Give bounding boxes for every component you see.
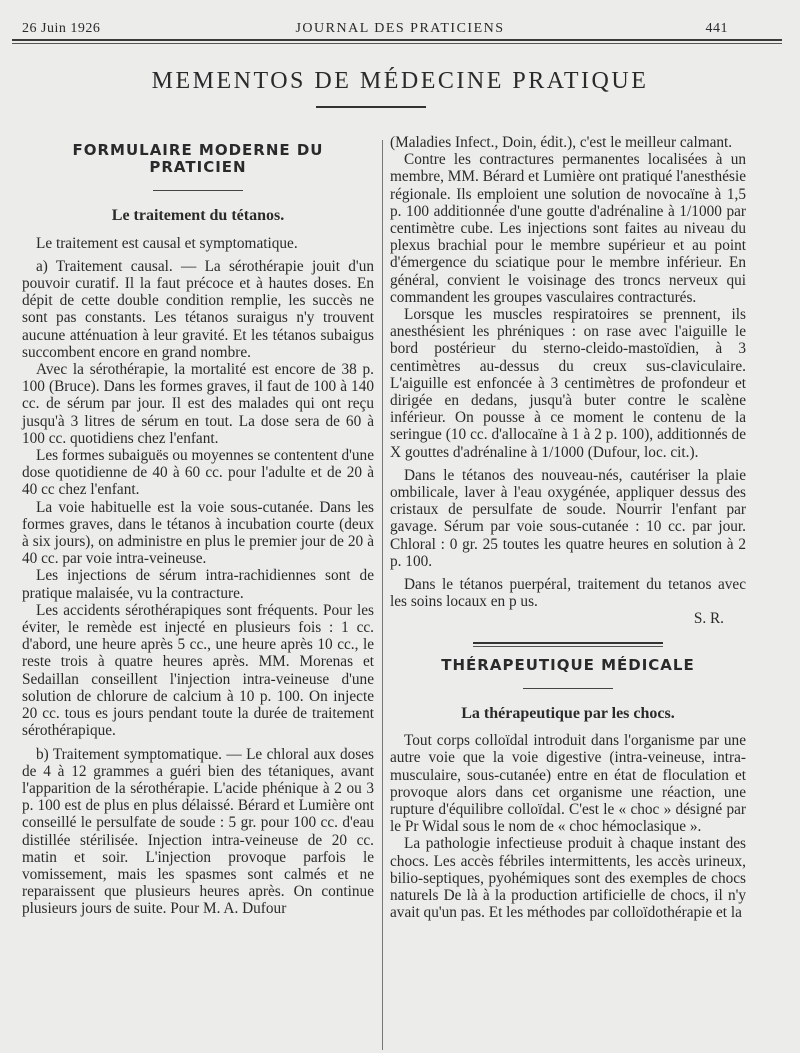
header-journal-title: JOURNAL DES PRATICIENS	[295, 21, 505, 36]
paragraph: Contre les contractures permanentes localisées à un membre, MM. Bérard et Lumière ont pratiqué l'anesthésie régionale. Ils emploient une solution de novocaïne à 1,5 p. 100 additionnée d'une goutte d'adrénaline à 1/1000 par centimètre cube. Les injections sont faites au niveau du plexus brachial pour le membre supérieur et au point d'émergence du sciatique pour le membre inférieur. En général, convient le voisinage des troncs nerveux qui commandent les groupes vasculaires contracturés.	[390, 151, 746, 306]
right-column	[390, 134, 746, 921]
paragraph: La pathologie infectieuse produit à chaque instant des chocs. Les accès fébriles intermittents, les accès urineux, bilio-septiques, pyohémiques sont des exemples de chocs naturels De là à la production artificielle de chocs, il n'y avait qu'un pas. Et les méthodes par colloïdothérapie et la	[390, 835, 746, 922]
section-separator	[473, 642, 663, 647]
signature-line	[390, 610, 746, 627]
paragraph: Avec la sérothérapie, la mortalité est encore de 38 p. 100 (Bruce). Dans les formes graves, il faut de 100 à 140 cc. de sérum par jour. Il est des malades qui ont reçu jusqu'à 3 litres de sérum en tout. La dose sera de 60 à 100 cc. quotidiens chez l'enfant.	[22, 361, 374, 447]
signature: S. R.	[693, 610, 724, 628]
header-date: 26 Juin 1926	[22, 21, 101, 36]
paragraph: Le traitement est causal et symptomatique.	[36, 234, 298, 252]
paragraph: b) Traitement symptomatique. — Le chloral aux doses de 4 à 12 grammes a guéri bien des tétaniques, avant l'apparition de la sérothérapie. L'acide phénique à 2 ou 3 p. 100 est de plus en plus délaissé. Bérard et Lumière ont conseillé le persulfate de soude : 5 gr. pour 100 cc. d'eau distillée stérilisée. Injection intra-veineuse de 20 cc. matin et soir. L'injection provoque parfois le vomissement, mais les spasmes sont calmés et ne reparaissent que plusieurs heures après. On continue plusieurs jours de suite. Pour M. A. Dufour	[22, 745, 374, 918]
title-rule	[316, 106, 426, 108]
page-title: MEMENTOS DE MÉDECINE PRATIQUE	[151, 68, 649, 94]
section-title-therapeutique: THÉRAPEUTIQUE MÉDICALE	[441, 655, 695, 674]
paragraph: Les accidents sérothérapiques sont fréquents. Pour les éviter, le remède est injecté en plusieurs fois : 1 cc. d'abord, une heure après 5 cc., une heure après 10 cc., le reste trois à quatre heures après. MM. Morenas et Sedaillan conseillent l'injection intra-veineuse d'une solution de chlorure de calcium à 10 p. 100. On injecte 20 cc. tous es jours pendant toute la durée de traitement sérothérapique.	[22, 601, 374, 740]
section-rule	[523, 688, 613, 689]
paragraph: Dans le tétanos des nouveau-nés, cautériser la plaie ombilicale, laver à l'eau oxygénée, appliquer dessus des cristaux de persulfate de soude. Nourrir l'enfant par gavage. Sérum par voie sous-cutanée : 10 cc. par jour. Chloral : 0 gr. 25 toutes les quatre heures en solution à 2 p. 100.	[390, 466, 746, 570]
paragraph: Tout corps colloïdal introduit dans l'organisme par une autre voie que la voie digestive (intra-veineuse, intra-musculaire, sous-cutanée) entre en état de floculation et provoque alors dans cet organisme une réaction, une rupture d'équilibre colloïdal. C'est le « choc » désigné par le Pr Widal sous le nom de « choc hémoclasique ».	[390, 732, 746, 836]
paragraph: Les formes subaiguës ou moyennes se contentent d'une dose quotidienne de 40 à 60 cc. pour l'adulte et de 20 à 40 cc chez l'enfant.	[22, 447, 374, 499]
paragraph: a) Traitement causal. — La sérothérapie jouit d'un pouvoir curatif. Il la faut précoce et à hautes doses. En dépit de cette double condition remplie, les succès ne sont pas constants. Les tétanos suraigus n'y trouvent aucune atténuation à leur gravité. Et les tétanos subaigus succombent encore en grand nombre.	[22, 257, 374, 361]
header-page-number: 441	[705, 21, 728, 36]
column-divider	[382, 140, 383, 1050]
paragraph: Les injections de sérum intra-rachidiennes sont de pratique malaisée, vu la contracture.	[22, 567, 374, 602]
paragraph: La voie habituelle est la voie sous-cutanée. Dans les formes graves, dans le tétanos à incubation courte (deux à six jours), on administre en plus le premier jour de 20 à 40 cc. par voie intra-veineuse.	[22, 498, 374, 568]
left-column	[22, 132, 374, 918]
section-rule	[153, 190, 243, 191]
article-subtitle-chocs: La thérapeutique par les chocs.	[461, 704, 675, 722]
paragraph: (Maladies Infect., Doin, édit.), c'est le meilleur calmant.	[390, 134, 733, 151]
paragraph: Dans le tétanos puerpéral, traitement du tetanos avec les soins locaux en p us.	[390, 576, 746, 611]
article-subtitle-tetanos: Le traitement du tétanos.	[111, 207, 285, 225]
header-rule	[12, 39, 782, 41]
paragraph: Lorsque les muscles respiratoires se prennent, ils anesthésient les phréniques : on rase avec l'aiguille le bord postérieur du sterno-cleido-mastoïdien, à 3 centimètres au-dessus du creux sus-claviculaire. L'aiguille est enfoncée à 3 centimètres de profondeur et dirigée en dedans, jusqu'à buter contre le scalène inférieur. On pousse à ce moment le contenu de la seringue (10 cc. d'allocaïne à 1 à 2 p. 100), additionnés de X gouttes d'adrénaline à 1/1000 (Dufour, loc. cit.).	[390, 306, 746, 461]
header-rule-thin	[12, 43, 782, 44]
section-title-formulaire: FORMULAIRE MODERNE DU PRATICIEN	[72, 141, 324, 177]
